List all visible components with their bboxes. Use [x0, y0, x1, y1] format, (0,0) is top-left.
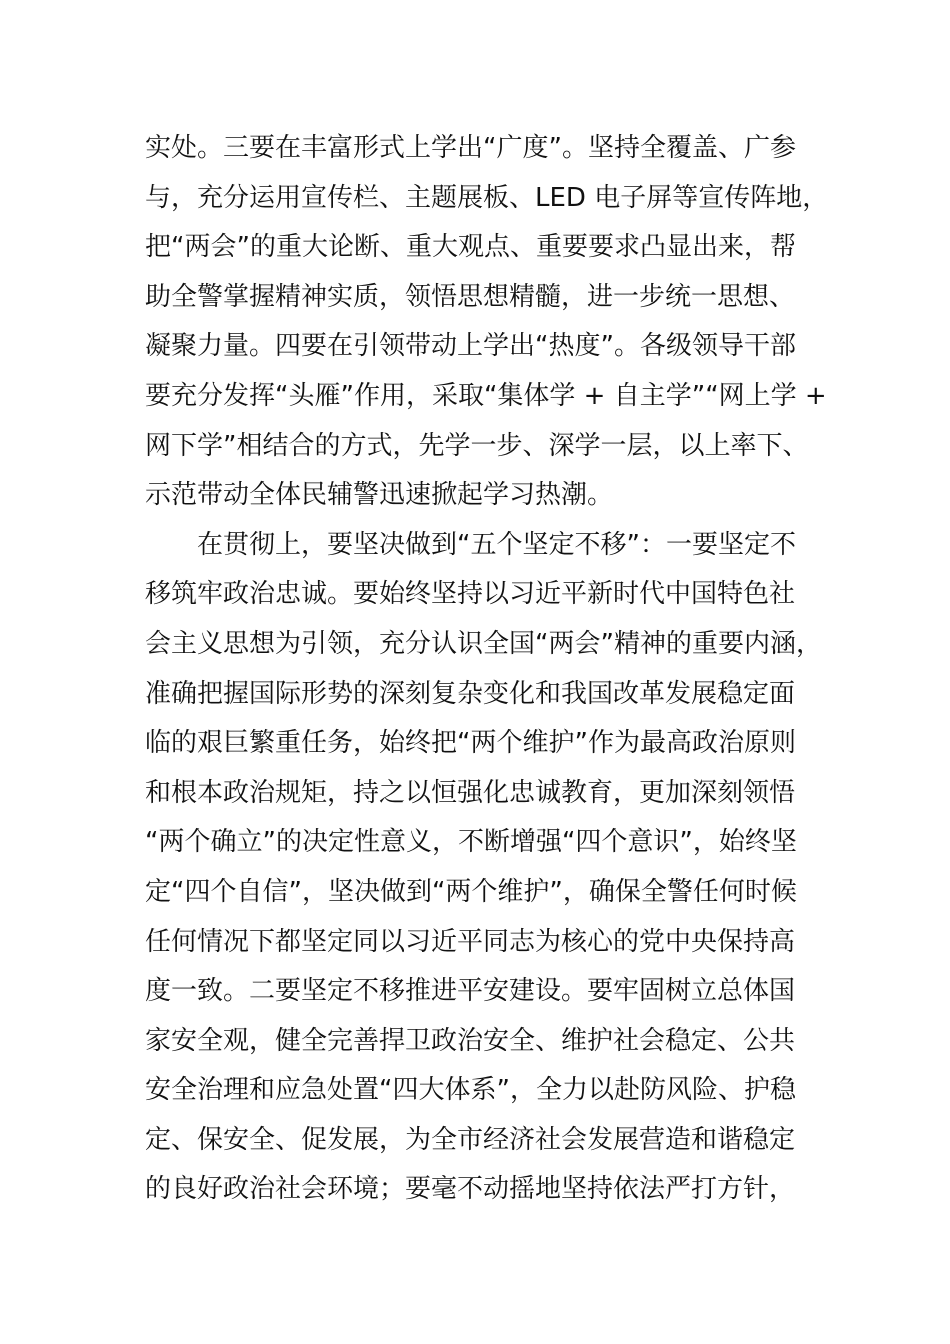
text-line: 准确把握国际形势的深刻复杂变化和我国改革发展稳定面: [145, 678, 796, 709]
text-line: 任何情况下都坚定同以习近平同志为核心的党中央保持高: [145, 926, 796, 957]
text-line: 临的艰巨繁重任务，始终把“两个维护”作为最高政治原则: [145, 728, 796, 759]
text-line: 度一致。二要坚定不移推进平安建设。要牢固树立总体国: [145, 976, 796, 1007]
text-line: 会主义思想为引领，充分认识全国“两会”精神的重要内涵，: [145, 628, 822, 659]
text-line: 定“四个自信”，坚决做到“两个维护”，确保全警任何时候: [145, 876, 797, 907]
text-line: “两个确立”的决定性意义，不断增强“四个意识”，始终坚: [145, 827, 797, 858]
text-line: 与，充分运用宣传栏、主题展板、LED 电子屏等宣传阵地，: [145, 182, 829, 213]
text-line: 的良好政治社会环境；要毫不动摇地坚持依法严打方针，: [145, 1174, 796, 1205]
text-line: 实处。三要在丰富形式上学出“广度”。坚持全覆盖、广参: [145, 133, 796, 163]
body-text: [145, 124, 829, 1215]
text-line: 安全治理和应急处置“四大体系”，全力以赴防风险、护稳: [145, 1075, 796, 1106]
text-line: 要充分发挥“头雁”作用，采取“集体学 + 自主学”“网上学 +: [145, 380, 827, 411]
paragraph-2: [145, 521, 822, 1215]
text-line: 在贯彻上，要坚决做到“五个坚定不移”：一要坚定不: [197, 529, 796, 560]
text-line: 移筑牢政治忠诚。要始终坚持以习近平新时代中国特色社: [145, 579, 796, 610]
text-line: 把“两会”的重大论断、重大观点、重要要求凸显出来，帮: [145, 232, 796, 263]
text-line: 和根本政治规矩，持之以恒强化忠诚教育，更加深刻领悟: [145, 777, 796, 808]
text-line: 家安全观，健全完善捍卫政治安全、维护社会稳定、公共: [145, 1025, 796, 1056]
text-line: 凝聚力量。四要在引领带动上学出“热度”。各级领导干部: [145, 331, 796, 362]
text-line: 定、保安全、促发展，为全市经济社会发展营造和谐稳定: [145, 1124, 796, 1155]
text-line: 助全警掌握精神实质，领悟思想精髓，进一步统一思想、: [145, 281, 796, 312]
text-line: 网下学”相结合的方式，先学一步、深学一层，以上率下、: [145, 430, 809, 461]
paragraph-1: [145, 124, 829, 521]
text-line: 示范带动全体民辅警迅速掀起学习热潮。: [145, 480, 614, 511]
